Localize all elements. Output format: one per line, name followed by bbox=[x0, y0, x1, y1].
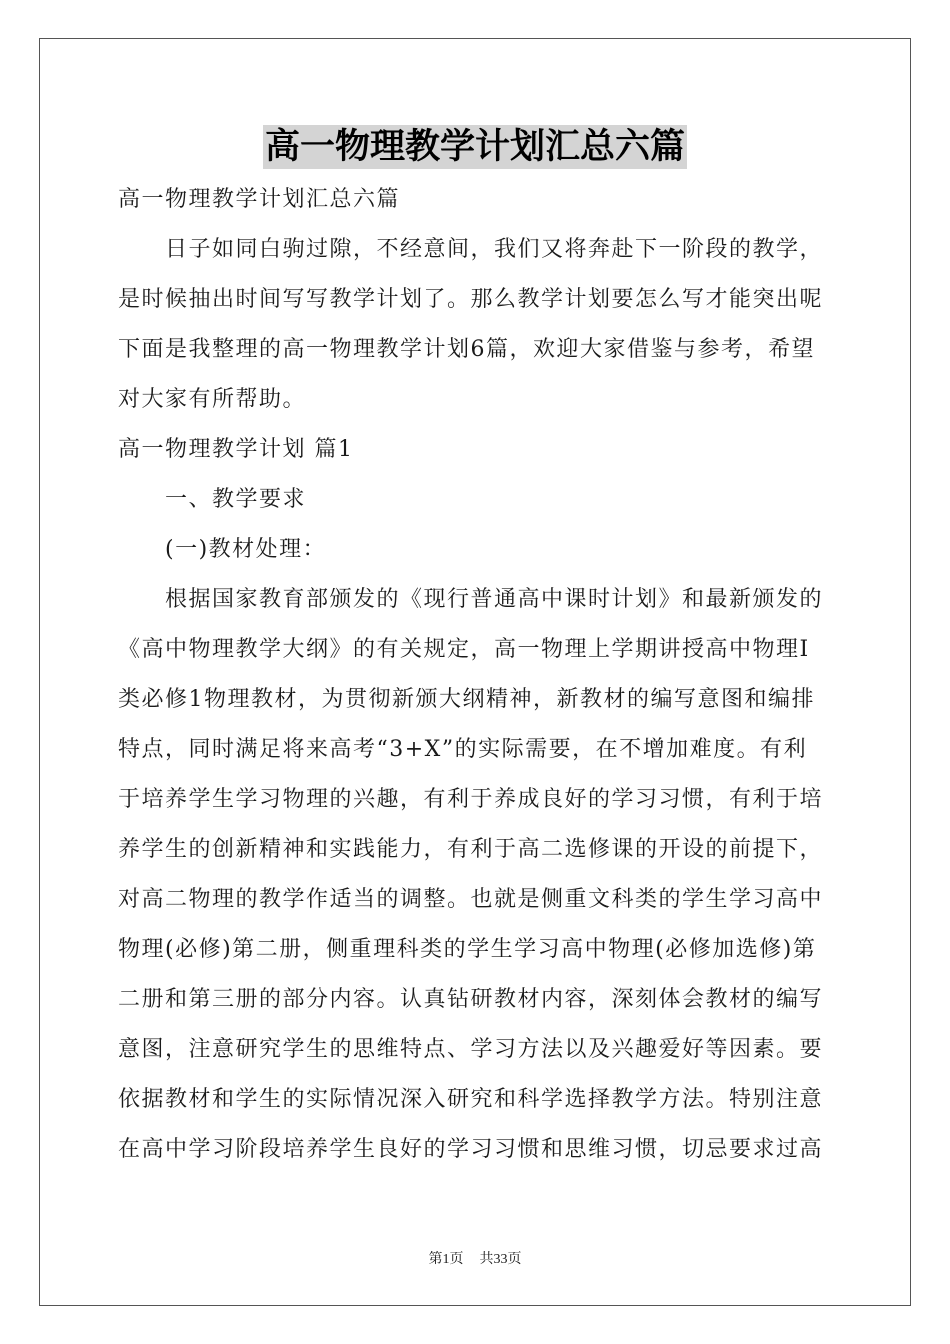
document-subtitle: 高一物理教学计划汇总六篇 bbox=[118, 187, 401, 212]
section-heading: 高一物理教学计划 篇1 bbox=[118, 437, 354, 462]
body-line: 类必修1物理教材，为贯彻新颁大纲精神，新教材的编写意图和编排 bbox=[118, 687, 815, 712]
body-line: 于培养学生学习物理的兴趣，有利于养成良好的学习习惯，有利于培 bbox=[118, 787, 824, 812]
body-line: 养学生的创新精神和实践能力，有利于高二选修课的开设的前提下， bbox=[118, 837, 824, 862]
page-number: 第1页 bbox=[428, 1252, 464, 1267]
document-title: 高一物理教学计划汇总六篇 bbox=[264, 126, 685, 167]
sub-heading: (一)教材处理： bbox=[165, 537, 327, 562]
body-line: 二册和第三册的部分内容。认真钻研教材内容，深刻体会教材的编写 bbox=[118, 987, 824, 1012]
body-line: 依据教材和学生的实际情况深入研究和科学选择教学方法。特别注意 bbox=[118, 1087, 824, 1112]
body-line: 物理(必修)第二册，侧重理科类的学生学习高中物理(必修加选修)第 bbox=[118, 937, 817, 962]
intro-line: 下面是我整理的高一物理教学计划6篇，欢迎大家借鉴与参考，希望 bbox=[118, 337, 815, 362]
intro-line: 是时候抽出时间写写教学计划了。那么教学计划要怎么写才能突出呢 bbox=[118, 287, 824, 312]
body-line: 对高二物理的教学作适当的调整。也就是侧重文科类的学生学习高中 bbox=[118, 887, 824, 912]
body-line: 《高中物理教学大纲》的有关规定，高一物理上学期讲授高中物理Ⅰ bbox=[118, 637, 810, 662]
page-footer bbox=[0, 1248, 950, 1268]
intro-line: 日子如同白驹过隙，不经意间，我们又将奔赴下一阶段的教学， bbox=[165, 237, 824, 262]
page-border bbox=[39, 38, 911, 1306]
body-line: 根据国家教育部颁发的《现行普通高中课时计划》和最新颁发的 bbox=[165, 587, 824, 612]
part-heading: 一、教学要求 bbox=[165, 487, 307, 512]
body-line: 特点，同时满足将来高考“3+X”的实际需要，在不增加难度。有利 bbox=[118, 737, 808, 762]
body-line: 在高中学习阶段培养学生良好的学习习惯和思维习惯，切忌要求过高 bbox=[118, 1137, 824, 1162]
page-total: 共33页 bbox=[479, 1252, 522, 1267]
body-line: 意图，注意研究学生的思维特点、学习方法以及兴趣爱好等因素。要 bbox=[118, 1037, 824, 1062]
intro-line: 对大家有所帮助。 bbox=[118, 387, 307, 412]
title-container bbox=[0, 125, 950, 169]
